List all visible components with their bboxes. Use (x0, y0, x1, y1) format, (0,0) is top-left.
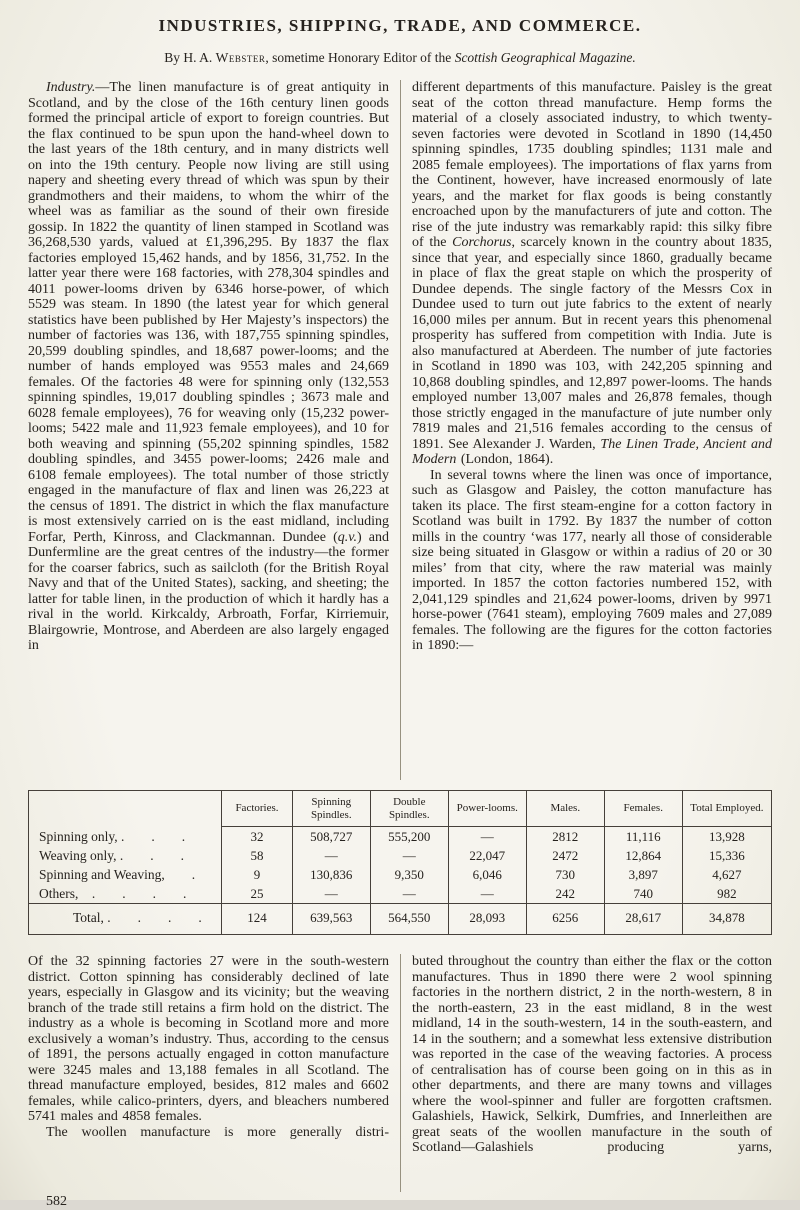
table-cell: — (292, 884, 370, 904)
table-cell: 124 (222, 904, 293, 935)
continuation-text-1: different departments of this manufacture. Paisley is the great seat of the cotton thread manufacture. Hemp forms the material of a closely associated industry, to which twenty-seven factories were devoted in Scotland in 1890 (14,450 spinning spindles, 1735 doubling spindles; 1131 male and 2085 female employees). The importations of flax yarns from the Continent, however, have increased enormously of late years, and the market for flax goods is being constantly encroached upon by the manufacturers of jute and cotton. The rise of the jute industry was remarkably rapid: this silky fibre of the (412, 80, 772, 250)
table-row-spinning-only (29, 827, 772, 847)
table-cell: 9 (222, 865, 293, 884)
byline-magazine-title: Scottish Geographical Magazine. (454, 50, 636, 65)
upper-text-columns (28, 80, 772, 780)
table-cell: 555,200 (370, 827, 448, 847)
paragraph-cotton-spinning-decline: Of the 32 spinning factories 27 were in the south-western district. Cotton spinning has considerably declined of late years, especially in Glasgow and its vicinity; but the weaving branch of the trade still retains a firm hold on the district. The industry as a whole is becoming in Scotland more and more exclusively a woman’s industry. Thus, according to the census of 1891, the persons actually engaged in cotton manufacture were 3245 males and 13,188 females in all Scotland. The thread manufacture employed, besides, 812 males and 6602 females, while calico-printers, dyers, and bleachers numbered 5741 males and 4858 females. (28, 954, 389, 1124)
table-cell: 4,627 (682, 865, 771, 884)
byline (28, 50, 772, 66)
table-header-males: Males. (526, 791, 604, 827)
table-cell: 130,836 (292, 865, 370, 884)
byline-author: Webster (215, 50, 266, 65)
table-cell: 508,727 (292, 827, 370, 847)
cotton-factories-table-section (28, 790, 772, 946)
qv-abbreviation: q.v. (337, 529, 357, 545)
table-cell: 740 (604, 884, 682, 904)
table-header-total-employed: Total Employed. (682, 791, 771, 827)
table-header-factories: Factories. (222, 791, 293, 827)
lower-text-columns (28, 954, 772, 1192)
right-column (400, 80, 772, 780)
table-cell: 2812 (526, 827, 604, 847)
industry-lead-word: Industry. (46, 80, 96, 95)
left-column (28, 80, 400, 780)
table-cell: 28,093 (448, 904, 526, 935)
table-cell: 9,350 (370, 865, 448, 884)
industry-text-2: ) and Dunfermline are the great centres of the industry—the former for the coarser fabrics, such as sailcloth (for the British Royal Navy and that of the United States), sacking, and sheeting; the latter for table linen, in the production of which it hardly has a rival in the world. Kirkcaldy, Arbroath, Forfar, Kirriemuir, Blairgowrie, Montrose, and Aberdeen are also largely engaged in (28, 529, 389, 653)
table-cell: 730 (526, 865, 604, 884)
table-row-weaving-only (29, 846, 772, 865)
byline-middle: , sometime Honorary Editor of the (265, 50, 455, 65)
table-header-power-looms: Power-looms. (448, 791, 526, 827)
table-cell: 982 (682, 884, 771, 904)
table-cell: 12,864 (604, 846, 682, 865)
table-row-others (29, 884, 772, 904)
table-cell: 22,047 (448, 846, 526, 865)
table-cell: 639,563 (292, 904, 370, 935)
table-cell: 564,550 (370, 904, 448, 935)
table-header-females: Females. (604, 791, 682, 827)
byline-prefix: By H. A. (164, 50, 216, 65)
table-cell: 28,617 (604, 904, 682, 935)
paragraph-woollen-manufacture-start: The woollen manufacture is more generally distri- (46, 1124, 389, 1140)
paragraph-woollen-distribution: buted throughout the country than either the flax or the cotton manufactures. Thus in 1890 there were 2 wool spinning factories in the northern district, 2 in the north-western, 8 in the north-eastern, 23 in the east midland, 8 in the west midland, 14 in the south-western, 14 in the south-eastern, and 14 in the southern; and a somewhat less extensive distribution was reported in the case of the weaving factories. A process of centralisation has of course been going on in this as in other departments, and there are many towns and villages where the wool-spinner and fuller are forgotten craftsmen. Galashiels, Hawick, Selkirk, Dumfries, and Innerleithen are great seats of the woollen manufacture in the south of Scotland—Galashiels producing yarns, (412, 954, 772, 1155)
row-label: Others, . . . . (39, 886, 187, 901)
row-label: Spinning and Weaving, . (39, 867, 196, 882)
total-row-label: Total, . . . . (29, 904, 222, 935)
table-cell: 3,897 (604, 865, 682, 884)
page-title: INDUSTRIES, SHIPPING, TRADE, AND COMMERCE. (158, 16, 642, 35)
table-header-row (29, 791, 772, 827)
table-header-stub (29, 791, 222, 827)
table-cell: 15,336 (682, 846, 771, 865)
paragraph-cotton-manufacture: In several towns where the linen was once of importance, such as Glasgow and Paisley, the cotton manufacture has taken its place. The first steam-engine for a cotton factory in Scotland was built in 1792. By 1837 the number of cotton mills in the country ‘was 177, nearly all those of considerable size being situated in Glasgow or within a radius of 20 or 30 miles’ from that city, where the raw material was mainly imported. In 1857 the cotton factories numbered 152, with 2,041,129 spindles and 21,624 power-looms, driven by 9971 horse-power (7641 steam), employing 7609 males and 27,089 females. The following are the figures for the cotton factories in 1890:— (412, 467, 772, 653)
table-cell: 242 (526, 884, 604, 904)
table-row-spinning-and-weaving (29, 865, 772, 884)
table-header-double-spindles: Double Spindles. (370, 791, 448, 827)
table-cell: 2472 (526, 846, 604, 865)
paragraph-continuation-jute (412, 80, 772, 468)
continuation-text-2: , scarcely known in the country about 1835, since that year, and especially since 1860, gradually became in place of flax the great staple on which the prosperity of Dundee depends. The single factory of the Messrs Cox in Dundee used to turn out jute fabrics to the extent of nearly 16,000 miles per annum. But in recent years this phenomenal prosperity has suffered from competition with India. Jute is also manufactured at Aberdeen. The number of jute factories in Scotland in 1890 was 103, with 242,205 spinning and 10,868 doubling spindles, and 12,897 power-looms. The hands employed number 13,007 males and 26,878 females, though those strictly engaged in the manufacture of jute number only 7819 males and 21,516 females according to the census of 1891. See Alexander J. Warden, (412, 235, 773, 452)
industry-text-1: —The linen manufacture is of great antiquity in Scotland, and by the close of the 16th century linen goods formed the principal article of export to foreign countries. But the flax continued to be spun upon the hand-wheel down to the last years of the 18th century, and in many districts well on into the 19th century. People now living are still using napery and sheeting every thread of which was spun by their grandmothers and their maidens, to whom the whirr of the wheel was as familiar as the sound of their own fireside gossip. In 1822 the quantity of linen stamped in Scotland was 36,268,530 yards, valued at £1,396,295. By 1837 the flax factories employed 15,462 hands, and by 1856, 31,752. In the latter year there were 168 factories, with 278,304 spindles and 4011 power-looms driven by 6346 horse-power, of which 5529 was steam. In 1890 (the latest year for which general statistics have been published by Her Majesty’s inspectors) the number of factories was 136, with 187,755 spinning spindles, 20,599 doubling spindles, and 18,687 power-looms; and the number of hands employed was 9553 males and 24,669 females. Of the factories 48 were for spinning only (132,553 spinning spindles, 19,017 doubling spindles ; 3673 male and 6028 female employees), 76 for weaving only (15,232 power-looms; 5422 male and 11,923 female employees), and 10 for both weaving and spinning (55,202 spinning spindles, 1582 doubling spindles, and 3455 power-looms; 2426 male and 6108 female employees). The total number of those strictly engaged in the manufacture of flax and linen was 26,223 at the census of 1891. The district in which the flax manufacture is most extensively carried on is the east midland, including Forfar, Perth, Kinross, and Clackmannan. Dundee ( (28, 80, 389, 545)
bottom-right-column (400, 954, 772, 1192)
table-cell: 6256 (526, 904, 604, 935)
table-header-spinning-spindles: Spinning Spindles. (292, 791, 370, 827)
row-label: Spinning only, . . . (39, 828, 186, 844)
table-total-row (29, 904, 772, 935)
table-cell: 11,116 (604, 827, 682, 847)
book-title: The Linen Trade, Ancient and Modern (412, 436, 772, 467)
page-number: 582 (46, 1194, 67, 1209)
row-label: Weaving only, . . . (39, 848, 185, 863)
table-cell: 25 (222, 884, 293, 904)
table-cell: 32 (222, 827, 293, 847)
paragraph-industry-linen (28, 80, 389, 654)
bottom-left-column (28, 954, 400, 1192)
corchorus-term: Corchorus (452, 235, 512, 250)
table-cell: 58 (222, 846, 293, 865)
cotton-factories-table (28, 790, 772, 935)
continuation-text-3: (London, 1864). (456, 452, 554, 467)
table-cell: — (370, 884, 448, 904)
table-cell: — (448, 827, 526, 847)
table-cell: — (448, 884, 526, 904)
table-cell: — (370, 846, 448, 865)
table-cell: 6,046 (448, 865, 526, 884)
table-cell: 34,878 (682, 904, 771, 935)
table-cell: — (292, 846, 370, 865)
table-cell: 13,928 (682, 827, 771, 847)
